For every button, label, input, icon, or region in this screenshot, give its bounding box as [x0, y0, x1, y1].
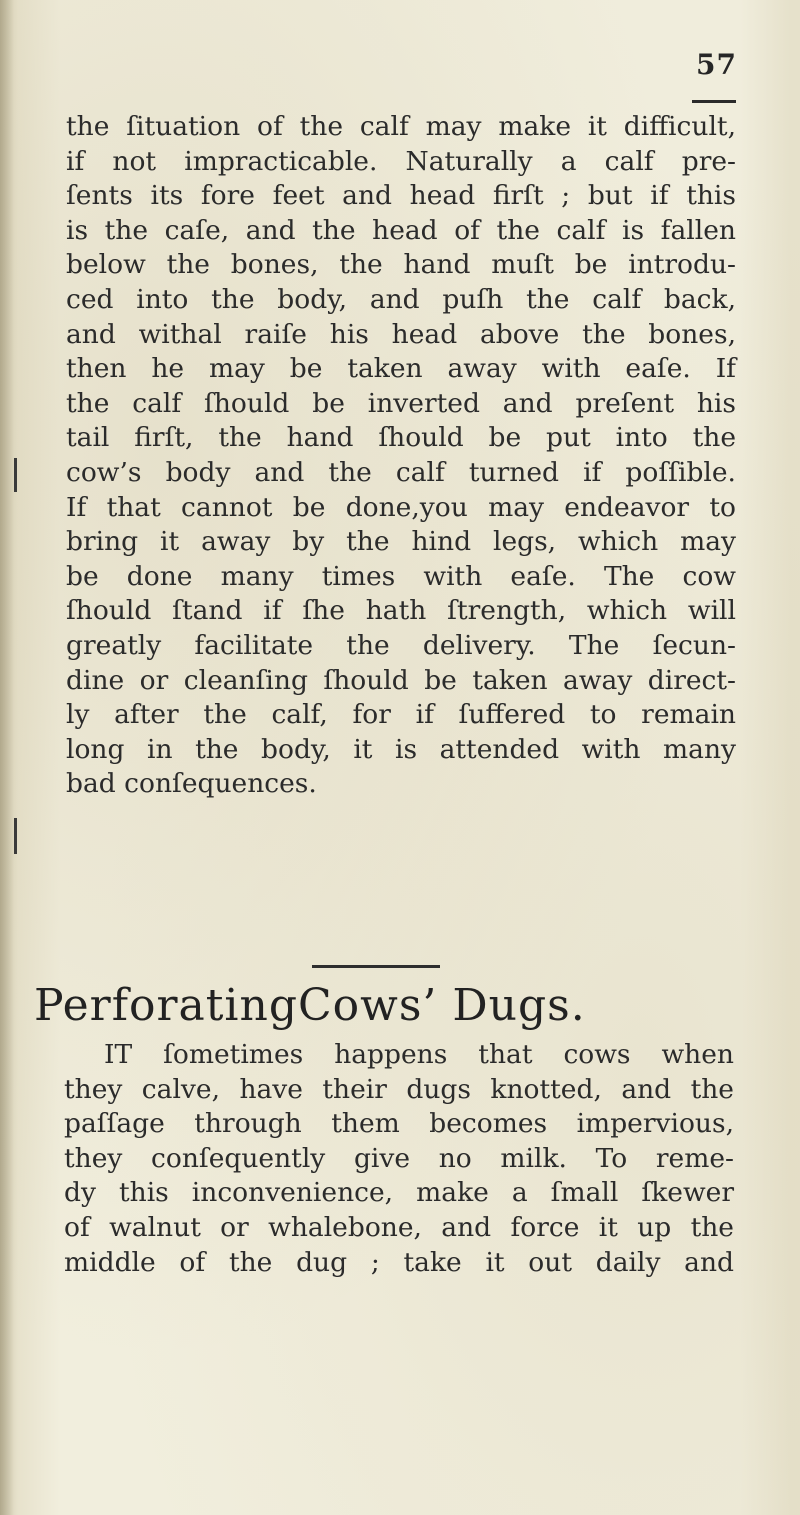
section-heading: PerforatingCows’ Dugs.	[34, 980, 586, 1031]
text-line: tail firſt, the hand ſhould be put into the	[66, 422, 736, 454]
text-line: if not impracticable. Naturally a calf pre-	[66, 145, 736, 177]
text-line: ly after the calf, for if ſuffered to remain	[66, 699, 736, 731]
text-line: below the bones, the hand muſt be introdu-	[66, 249, 736, 281]
text-line: be done many times with eaſe. The cow	[66, 560, 736, 592]
binding-shadow	[0, 0, 14, 1515]
text-line: long in the body, it is attended with many	[66, 733, 736, 765]
text-line: bring it away by the hind legs, which may	[66, 526, 736, 558]
text-line: ced into the body, and puſh the calf back,	[66, 283, 736, 315]
header-rule	[692, 100, 736, 103]
text-line: ſents its fore feet and head firſt ; but if this	[66, 180, 736, 212]
paragraph-calving	[66, 110, 736, 802]
margin-bracket	[14, 818, 17, 854]
text-line: middle of the dug ; take it out daily and	[64, 1246, 734, 1278]
text-line: the ſituation of the calf may make it difficult,	[66, 111, 736, 142]
paragraph-dugs	[64, 1038, 734, 1280]
text-line: bad conſequences.	[66, 768, 317, 800]
text-line: greatly facilitate the delivery. The ſecun-	[66, 629, 736, 661]
text-line: they calve, have their dugs knotted, and the	[64, 1073, 734, 1105]
text-line: then he may be taken away with eaſe. If	[66, 353, 736, 385]
text-line: is the caſe, and the head of the calf is fallen	[66, 214, 736, 246]
text-line: If that cannot be done,you may endeavor to	[66, 491, 736, 523]
text-line: paſſage through them becomes impervious,	[64, 1108, 734, 1140]
text-line: and withal raiſe his head above the bones,	[66, 318, 736, 350]
text-line: cow’s body and the calf turned if poſſible.	[66, 456, 736, 488]
margin-bracket	[14, 458, 17, 492]
section-divider	[312, 965, 440, 968]
page-number: 57	[696, 48, 737, 81]
text-line: dine or cleanſing ſhould be taken away direct-	[66, 664, 736, 696]
text-line: IT ſometimes happens that cows when	[104, 1039, 734, 1070]
text-line: ſhould ſtand if ſhe hath ſtrength, which will	[66, 595, 736, 627]
text-line: the calf ſhould be inverted and preſent his	[66, 387, 736, 419]
text-line: they conſequently give no milk. To reme-	[64, 1142, 734, 1174]
text-line: dy this inconvenience, make a ſmall ſkewer	[64, 1177, 734, 1209]
text-line: of walnut or whalebone, and force it up the	[64, 1211, 734, 1243]
